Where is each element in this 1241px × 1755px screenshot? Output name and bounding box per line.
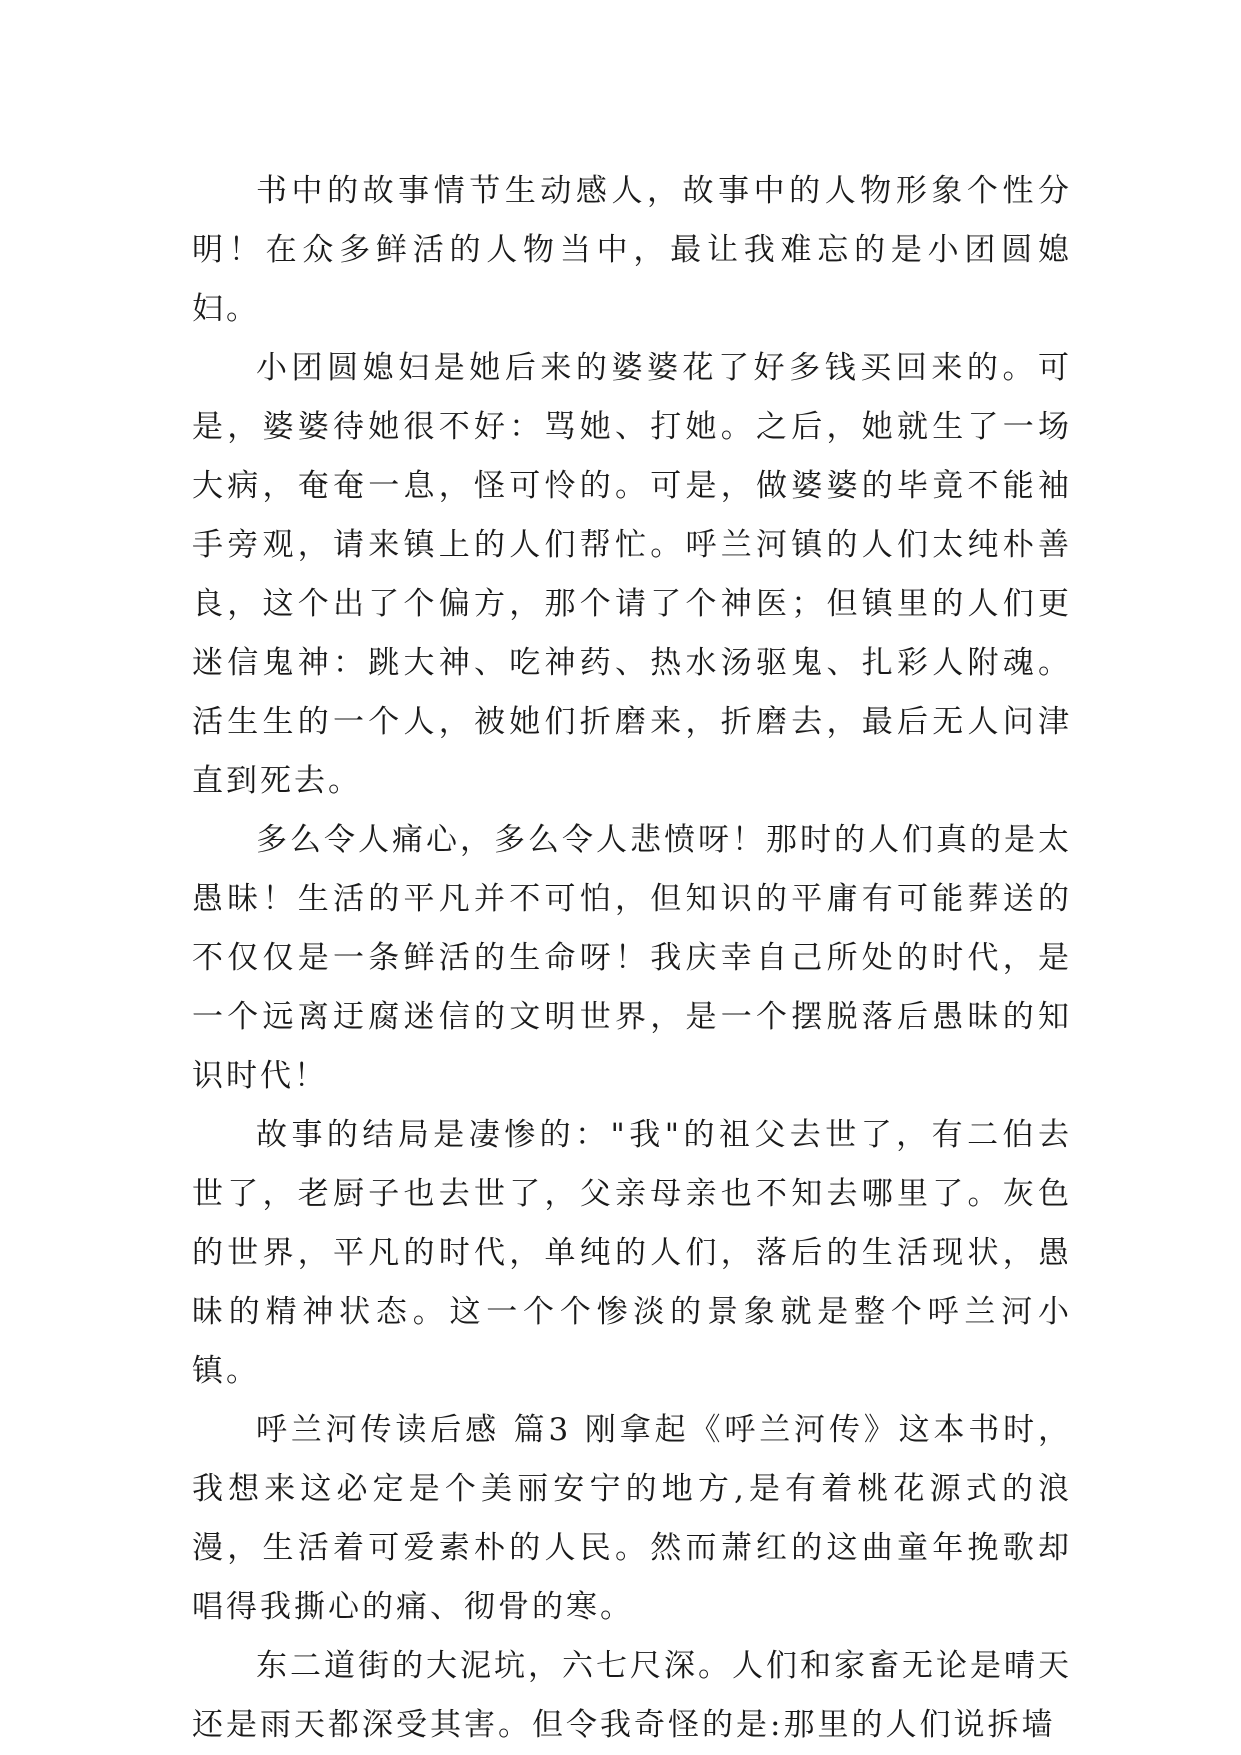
paragraph-2: 小团圆媳妇是她后来的婆婆花了好多钱买回来的。可是，婆婆待她很不好：骂她、打她。之后，她就生了一场大病，奄奄一息，怪可怜的。可是，做婆婆的毕竟不能袖手旁观，请来镇上的人们帮忙。呼兰河镇的人们太纯朴善良，这个出了个偏方，那个请了个神医；但镇里的人们更迷信鬼神：跳大神、吃神药、热水汤驱鬼、扎彩人附魂。活生生的一个人，被她们折磨来，折磨去，最后无人问津直到死去。 — [192, 350, 1072, 799]
paragraph-1: 书中的故事情节生动感人，故事中的人物形象个性分明！在众多鲜活的人物当中，最让我难忘的是小团圆媳妇。 — [192, 173, 1072, 327]
paragraph-4: 故事的结局是凄惨的："我"的祖父去世了，有二伯去世了，老厨子也去世了，父亲母亲也不知去哪里了。灰色的世界，平凡的时代，单纯的人们，落后的生活现状，愚昧的精神状态。这一个个惨淡的景象就是整个呼兰河小镇。 — [192, 1117, 1072, 1389]
paragraph-6: 东二道街的大泥坑，六七尺深。人们和家畜无论是晴天还是雨天都深受其害。但令我奇怪的是:那里的人们说拆墙 — [192, 1648, 1072, 1743]
paragraph-5: 呼兰河传读后感 篇3 刚拿起《呼兰河传》这本书时，我想来这必定是个美丽安宁的地方,是有着桃花源式的浪漫，生活着可爱素朴的人民。然而萧红的这曲童年挽歌却唱得我撕心的痛、彻骨的寒。 — [192, 1412, 1072, 1625]
paragraph-3: 多么令人痛心，多么令人悲愤呀！那时的人们真的是太愚昧！生活的平凡并不可怕，但知识的平庸有可能葬送的不仅仅是一条鲜活的生命呀！我庆幸自己所处的时代，是一个远离迂腐迷信的文明世界，是一个摆脱落后愚昧的知识时代！ — [192, 822, 1072, 1094]
document-body — [192, 162, 1072, 1755]
